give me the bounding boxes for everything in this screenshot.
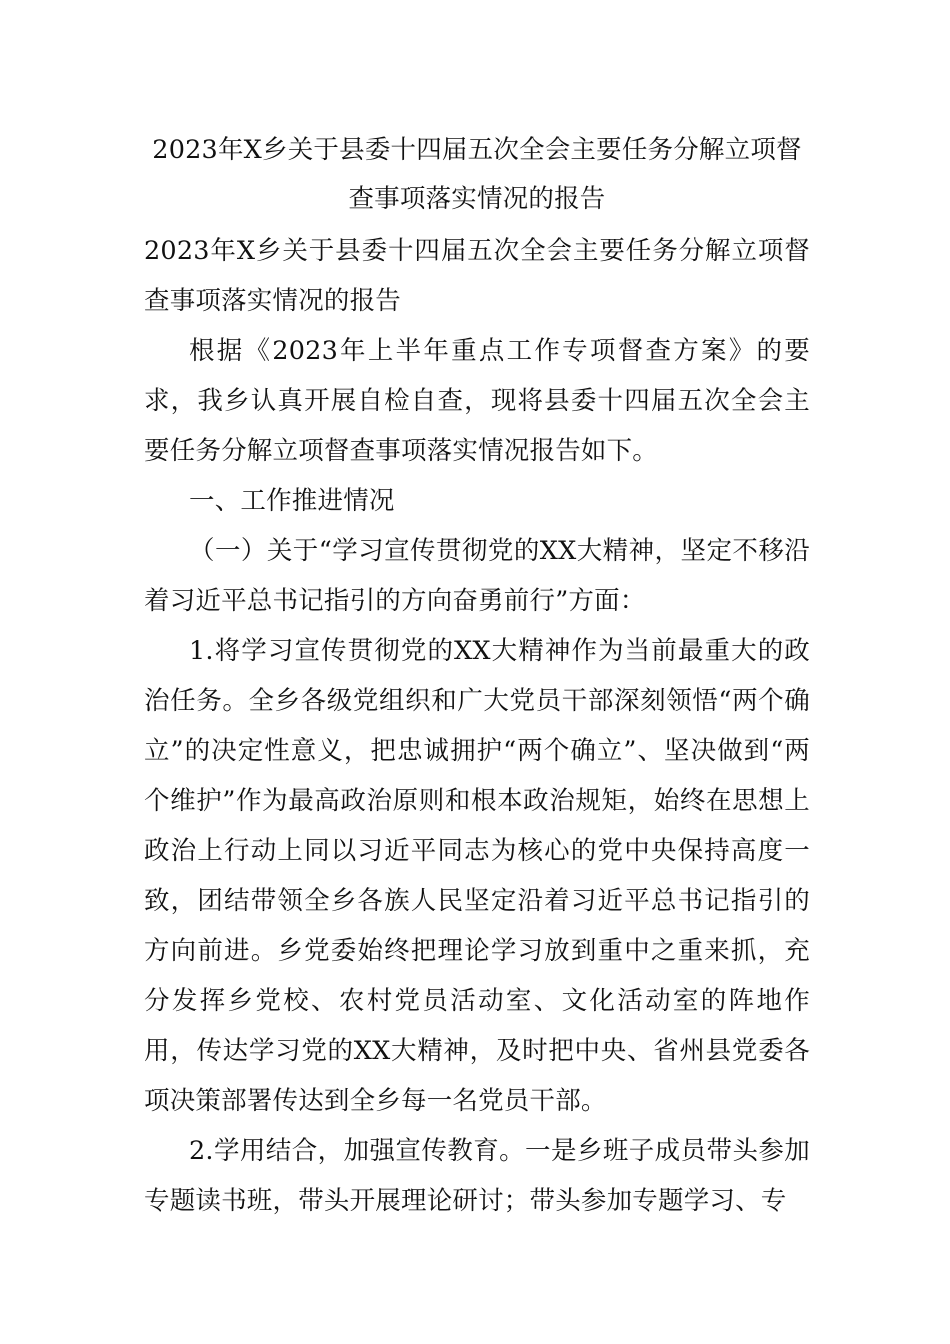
title-line-2: 查事项落实情况的报告 — [348, 184, 606, 214]
subsection-heading: （一）关于“学习宣传贯彻党的XX大精神，坚定不移沿着习近平总书记指引的方向奋勇前行”方面： — [144, 536, 810, 616]
section-heading: 一、工作推进情况 — [189, 486, 395, 516]
paragraph-item-2: 2.学用结合，加强宣传教育。一是乡班子成员带头参加专题读书班，带头开展理论研讨；带头参加专题学习、专 — [144, 1136, 810, 1216]
title-line-1: 2023年X乡关于县委十四届五次全会主要任务分解立项督 — [152, 135, 802, 165]
document-body — [144, 126, 810, 1226]
document-title — [144, 126, 810, 224]
paragraph-item-1: 1.将学习宣传贯彻党的XX大精神作为当前最重大的政治任务。全乡各级党组织和广大党员干部深刻领悟“两个确立”的决定性意义，把忠诚拥护“两个确立”、坚决做到“两个维护”作为最高政治原则和根本政治规矩，始终在思想上政治上行动上同以习近平同志为核心的党中央保持高度一致，团结带领全乡各族人民坚定沿着习近平总书记指引的方向前进。乡党委始终把理论学习放到重中之重来抓，充分发挥乡党校、农村党员活动室、文化活动室的阵地作用，传达学习党的XX大精神，及时把中央、省州县党委各项决策部署传达到全乡每一名党员干部。 — [144, 636, 810, 1116]
paragraph-intro: 根据《2023年上半年重点工作专项督查方案》的要求，我乡认真开展自检自查，现将县委十四届五次全会主要任务分解立项督查事项落实情况报告如下。 — [144, 336, 810, 466]
document-subtitle: 2023年X乡关于县委十四届五次全会主要任务分解立项督查事项落实情况的报告 — [144, 236, 810, 316]
